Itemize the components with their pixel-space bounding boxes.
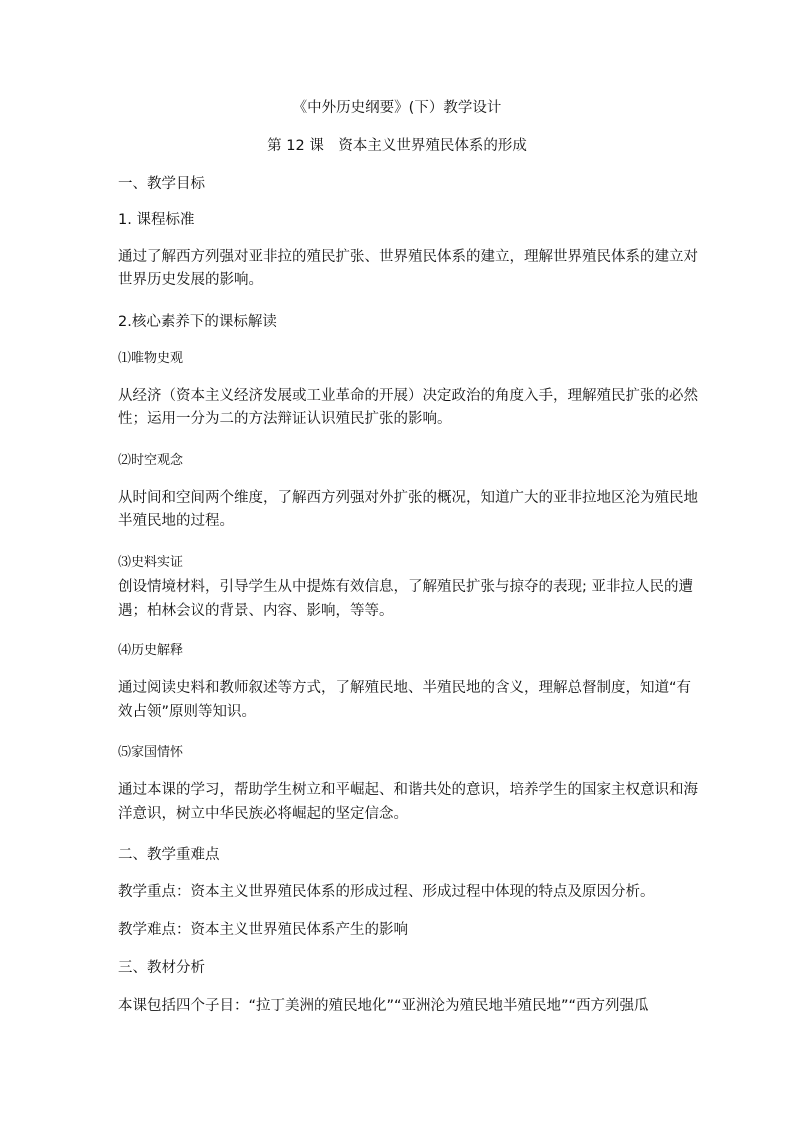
paragraph-line: 从时间和空间两个维度，了解西方列强对外扩张的概况，知道广大的亚非拉地区沦为殖民地 [118,490,698,506]
sub-item-heading: ⑸家国情怀 [118,745,184,760]
paragraph-line: 半殖民地的过程。 [118,513,234,529]
paragraph-line: 通过阅读史料和教师叙述等方式，了解殖民地、半殖民地的含义，理解总督制度，知道“有 [118,680,692,696]
key-point-text: 教学重点：资本主义世界殖民体系的形成过程、形成过程中体现的特点及原因分析。 [118,884,655,900]
paragraph-line: 效占领”原则等知识。 [118,704,257,720]
paragraph-line: 本课包括四个子目：“拉丁美洲的殖民地化”“亚洲沦为殖民地半殖民地”“西方列强瓜 [118,998,649,1014]
sub-item-heading: ⑷历史解释 [118,643,184,658]
difficult-point-text: 教学难点：资本主义世界殖民体系产生的影响 [118,922,408,938]
sub-item-heading: ⑶史料实证 [118,555,184,570]
paragraph-line: 从经济（资本主义经济发展或工业革命的开展）决定政治的角度入手，理解殖民扩张的必然 [118,388,698,404]
paragraph-line: 通过了解西方列强对亚非拉的殖民扩张、世界殖民体系的建立，理解世界殖民体系的建立对 [118,249,698,265]
paragraph-line: 遇；柏林会议的背景、内容、影响，等等。 [118,603,394,619]
subheading-curriculum-standard: 1. 课程标准 [118,212,195,228]
section-heading-objectives: 一、教学目标 [118,176,205,192]
sub-item-heading: ⑴唯物史观 [118,351,184,366]
section-heading-key-difficult: 二、教学重难点 [118,847,220,863]
paragraph-line: 通过本课的学习，帮助学生树立和平崛起、和谐共处的意识，培养学生的国家主权意识和海 [118,782,698,798]
paragraph-line: 创设情境材料，引导学生从中提炼有效信息，了解殖民扩张与掠夺的表现; 亚非拉人民的遭 [118,579,693,595]
sub-item-heading: ⑵时空观念 [118,453,184,468]
subheading-core-literacy: 2.核心素养下的课标解读 [118,314,277,330]
paragraph-line: 世界历史发展的影响。 [118,272,263,288]
document-title: 《中外历史纲要》(下）教学设计 [292,100,502,116]
paragraph-line: 性；运用一分为二的方法辩证认识殖民扩张的影响。 [118,411,452,427]
paragraph-line: 洋意识，树立中华民族必将崛起的坚定信念。 [118,806,408,822]
lesson-title: 第 12 课 资本主义世界殖民体系的形成 [267,138,527,154]
section-heading-textbook-analysis: 三、教材分析 [118,960,205,976]
